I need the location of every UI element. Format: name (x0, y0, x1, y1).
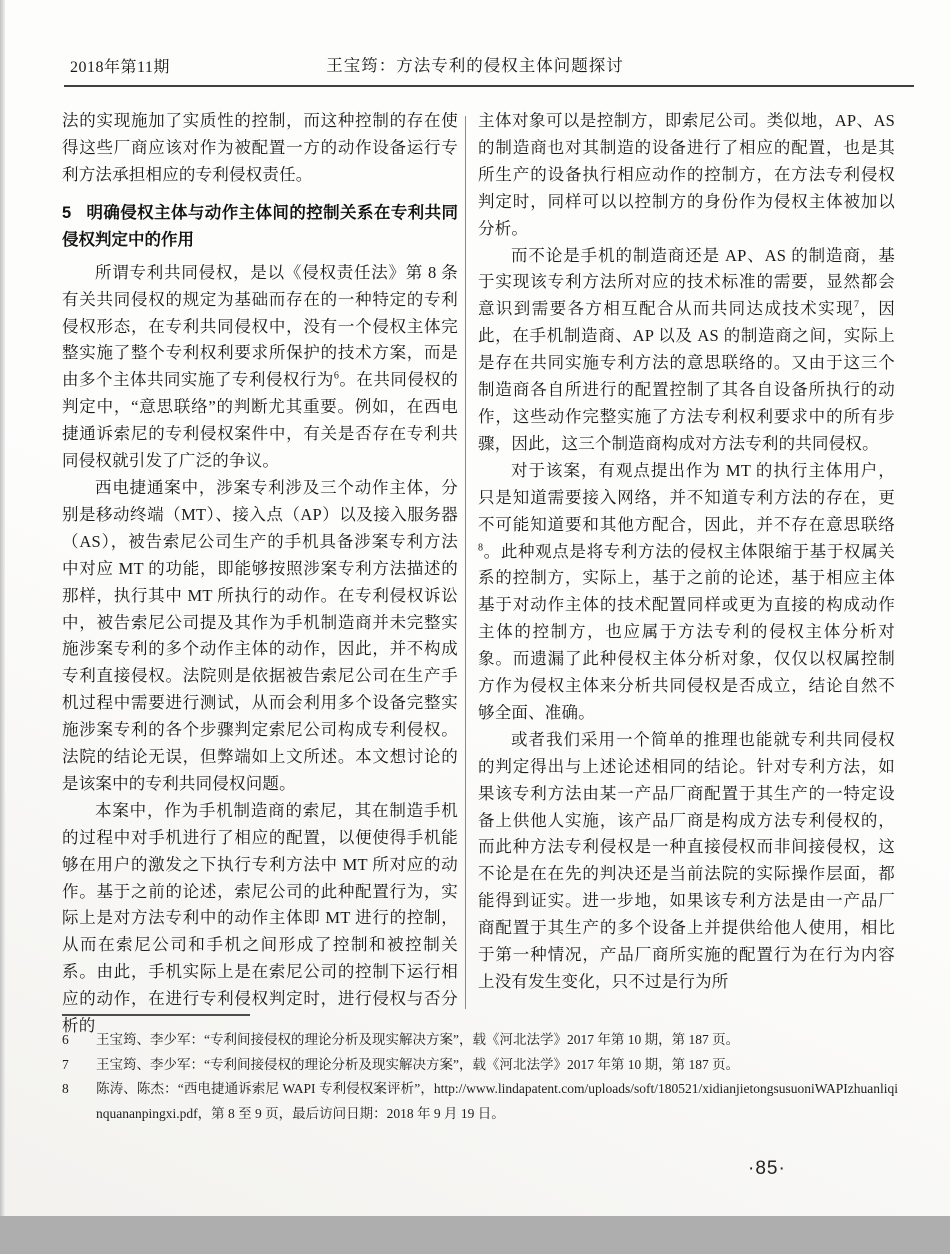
paragraph (62, 260, 458, 475)
paragraph-text: 。此种观点是将专利方法的侵权主体限缩于基于权属关系的控制方，实际上，基于之前的论述，基于相应主体基于对动作主体的技术配置同样或更为直接的构成动作主体的控制方，也应属于方法专利的侵权主体分析对象。而遗漏了此种侵权主体分析对象，仅仅以权属控制方作为侵权主体来分析共同侵权是否成立，结论自然不够全面、准确。 (478, 541, 895, 722)
paragraph-text: 。在共同侵权的判定中，“意思联络”的判断尤其重要。例如，在西电捷通诉索尼的专利侵权案件中，有关是否存在专利共同侵权就引发了广泛的争议。 (62, 370, 458, 471)
column-divider (465, 116, 466, 1009)
page-number: ·85· (748, 1158, 786, 1179)
header-rule (64, 85, 914, 87)
footnote-ref-6: 6 (333, 370, 340, 382)
footnote-text: 王宝筠、李少军：“专利间接侵权的理论分析及现实解决方案”，载《河北法学》2017 年第 10 期，第 187 页。 (96, 1032, 740, 1047)
footnote-text: 陈涛、陈杰：“西电捷通诉索尼 WAPI 专利侵权案评析”，http://www.lindapatent.com/uploads/soft/180521/xidianjietongsusuoniWAPIzhuanliqinquananpingxi.pdf，第 8 至 9 页，最后访问日期：2018 年 9 月 19 日。 (96, 1081, 898, 1121)
paragraph (478, 243, 895, 458)
footnote-item (62, 1077, 898, 1126)
footnote-number: 7 (62, 1056, 69, 1072)
footnote-text: 王宝筠、李少军：“专利间接侵权的理论分析及现实解决方案”，载《河北法学》2017 年第 10 期，第 187 页。 (96, 1056, 740, 1072)
issue-label: 2018年第11期 (70, 59, 170, 76)
left-column (62, 108, 458, 1040)
footnote-separator (62, 1014, 250, 1016)
paragraph-text: 所谓专利共同侵权，是以《侵权责任法》第 8 条有关共同侵权的规定为基础而存在的一种特定的专利侵权形态，在专利共同侵权中，没有一个侵权主体完整实施了整个专利权利要求所保护的技术方案，而是由多个主体共同实施了专利侵权行为 (62, 262, 458, 390)
paragraph-continuation: 法的实现施加了实质性的控制，而这种控制的存在使得这些厂商应该对作为被配置一方的动作设备运行专利方法承担相应的专利侵权责任。 (62, 111, 458, 184)
right-column (478, 108, 895, 996)
paragraph: 本案中，作为手机制造商的索尼，其在制造手机的过程中对手机进行了相应的配置，以便使得手机能够在用户的激发之下执行专利方法中 MT 所对应的动作。基于之前的论述，索尼公司的此种配置行为，实际上是对方法专利中的动作主体即 MT 进行的控制，从而在索尼公司和手机之间形成了控制和被控制关系。由此，手机实际上是在索尼公司的控制下运行相应的动作，在进行专利侵权判定时，进行侵权与否分析的 (62, 800, 458, 1036)
footnote-item (62, 1028, 898, 1053)
scanner-background-band (0, 1216, 950, 1254)
running-title: 王宝筠：方法专利的侵权主体问题探讨 (326, 56, 624, 75)
footnote-item (62, 1053, 898, 1078)
section-title: 明确侵权主体与动作主体间的控制关系在专利共同侵权判定中的作用 (62, 203, 458, 250)
footnote-number: 6 (62, 1032, 69, 1047)
paragraph-text: ，因此，在手机制造商、AP 以及 AS 的制造商之间，实际上是存在共同实施专利方法的意思联络的。又由于这三个制造商各自所进行的配置控制了其各自设备所执行的动作，这些动作完整实施了方法专利权利要求中的所有步骤，因此，这三个制造商构成对方法专利的共同侵权。 (478, 299, 895, 453)
scan-edge-shadow (0, 0, 5, 1216)
paragraph-text: 而不论是手机的制造商还是 AP、AS 的制造商，基于实现该专利方法所对应的技术标准的需要，显然都会意识到需要各方相互配合从而共同达成技术实现 (478, 245, 895, 319)
footnote-ref-8: 8 (478, 542, 484, 553)
footnote-ref-7: 7 (853, 299, 860, 311)
footnotes (62, 1014, 898, 1126)
paragraph: 或者我们采用一个简单的推理也能就专利共同侵权的判定得出与上述论述相同的结论。针对专利方法，如果该专利方法由某一产品厂商配置于其生产的一特定设备上供他人实施，该产品厂商是构成方法专利侵权的，而此种方法专利侵权是一种直接侵权而非间接侵权，这不论是在在先的判决还是当前法院的实际操作层面，都能得到证实。进一步地，如果该专利方法是由一产品厂商配置于其生产的多个设备上并提供给他人使用，相比于第一种情况，产品厂商所实施的配置行为在行为内容上没有发生变化，只不过是行为所 (478, 729, 895, 991)
section-heading (62, 200, 458, 255)
paragraph: 西电捷通案中，涉案专利涉及三个动作主体，分别是移动终端（MT）、接入点（AP）以及接入服务器（AS），被告索尼公司生产的手机具备涉案专利方法中对应 MT 的功能，即能够按照涉案专利方法描述的那样，执行其中 MT 所执行的动作。在专利侵权诉讼中，被告索尼公司提及其作为手机制造商并未完整实施涉案专利的多个动作主体的动作，因此，并不构成专利直接侵权。法院则是依据被告索尼公司在生产手机过程中需要进行测试，从而会利用多个设备完整实施涉案专利的各个步骤判定索尼公司构成专利侵权。法院的结论无误，但弊端如上文所述。本文想讨论的是该案中的专利共同侵权问题。 (62, 477, 458, 793)
paragraph-continuation: 主体对象可以是控制方，即索尼公司。类似地，AP、AS 的制造商也对其制造的设备进行了相应的配置，也是其所生产的设备执行相应动作的控制方，在方法专利侵权判定时，同样可以以控制方的身份作为侵权主体被加以分析。 (478, 111, 895, 238)
section-number: 5 (62, 203, 72, 222)
paragraph-text: 对于该案，有观点提出作为 MT 的执行主体用户，只是知道需要接入网络，并不知道专利方法的存在，更不可能知道要和其他方配合，因此，并不存在意思联络 (478, 460, 895, 534)
paragraph (478, 458, 895, 727)
footnote-number: 8 (62, 1081, 69, 1096)
